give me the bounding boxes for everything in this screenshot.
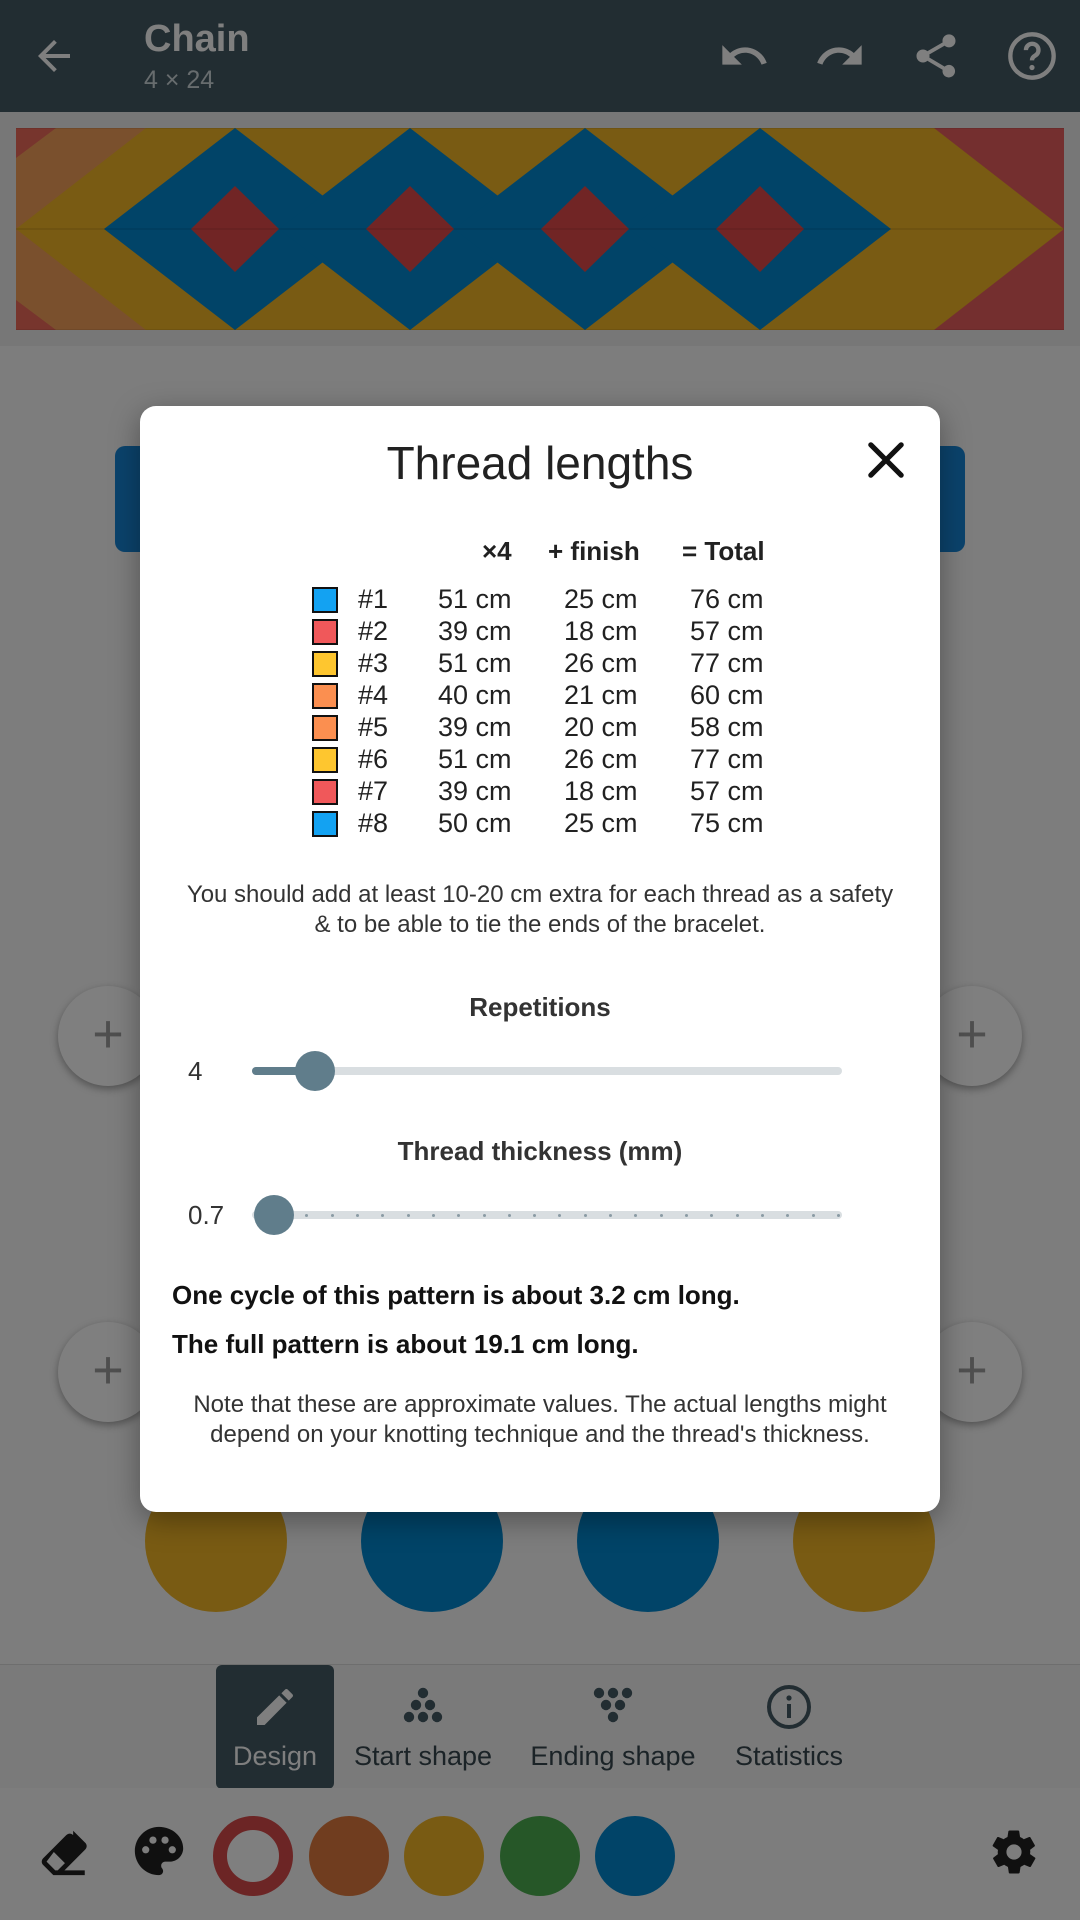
thread-id: #2 [358,616,389,646]
thread-length-per: 51 cm [438,648,512,678]
full-length-text: The full pattern is about 19.1 cm long. [172,1329,639,1359]
thread-id: #1 [358,584,389,614]
repetitions-label: Repetitions [469,992,611,1022]
thread-length-total: 75 cm [690,808,764,838]
thread-color-swatch [312,811,338,837]
thread-row [140,776,940,808]
thread-thickness-slider-thumb[interactable] [254,1195,294,1235]
thread-color-swatch [312,683,338,709]
thread-length-finish: 18 cm [564,776,638,806]
column-header-finish: + finish [548,536,640,566]
thread-row [140,744,940,776]
cycle-length-text: One cycle of this pattern is about 3.2 cm long. [172,1280,740,1310]
thread-length-total: 77 cm [690,648,764,678]
dialog-title: Thread lengths [386,437,694,489]
thread-id: #3 [358,648,389,678]
thread-lengths-dialog [140,406,940,1512]
thread-color-swatch [312,715,338,741]
thread-length-per: 51 cm [438,584,512,614]
repetitions-slider[interactable] [252,1067,842,1075]
close-icon[interactable] [860,434,912,486]
thread-length-finish: 26 cm [564,648,638,678]
thread-length-finish: 26 cm [564,744,638,774]
thread-length-per: 40 cm [438,680,512,710]
extra-length-hint: You should add at least 10-20 cm extra for each thread as a safety & to be able to tie the ends of the bracelet. [186,881,894,938]
thread-length-per: 50 cm [438,808,512,838]
thread-length-total: 60 cm [690,680,764,710]
thread-length-finish: 21 cm [564,680,638,710]
thread-length-per: 51 cm [438,744,512,774]
thread-row [140,648,940,680]
thread-length-total: 76 cm [690,584,764,614]
thread-length-total: 57 cm [690,776,764,806]
column-header-total: = Total [682,536,765,566]
thread-row [140,584,940,616]
thread-id: #7 [358,776,389,806]
thread-row [140,680,940,712]
thread-id: #4 [358,680,389,710]
thread-color-swatch [312,651,338,677]
thread-length-per: 39 cm [438,712,512,742]
thread-color-swatch [312,587,338,613]
thread-length-total: 57 cm [690,616,764,646]
approximation-note: Note that these are approximate values. The actual lengths might depend on your knotting technique and the thread's thickness. [193,1391,887,1448]
thread-color-swatch [312,619,338,645]
thread-thickness-ticks [280,1211,840,1219]
thread-length-finish: 25 cm [564,808,638,838]
repetitions-value: 4 [188,1056,203,1086]
thread-length-finish: 18 cm [564,616,638,646]
thread-length-finish: 20 cm [564,712,638,742]
thread-length-total: 77 cm [690,744,764,774]
thread-length-finish: 25 cm [564,584,638,614]
repetitions-slider-fill [252,1067,301,1075]
thread-row [140,712,940,744]
column-header-per: ×4 [482,536,512,566]
thread-row [140,808,940,840]
thread-row [140,616,940,648]
thread-id: #6 [358,744,389,774]
repetitions-slider-thumb[interactable] [295,1051,335,1091]
thread-id: #5 [358,712,389,742]
thread-color-swatch [312,779,338,805]
thread-thickness-label: Thread thickness (mm) [397,1136,683,1166]
thread-thickness-value: 0.7 [188,1200,225,1230]
thread-id: #8 [358,808,389,838]
thread-length-per: 39 cm [438,616,512,646]
thread-length-per: 39 cm [438,776,512,806]
thread-color-swatch [312,747,338,773]
thread-length-total: 58 cm [690,712,764,742]
